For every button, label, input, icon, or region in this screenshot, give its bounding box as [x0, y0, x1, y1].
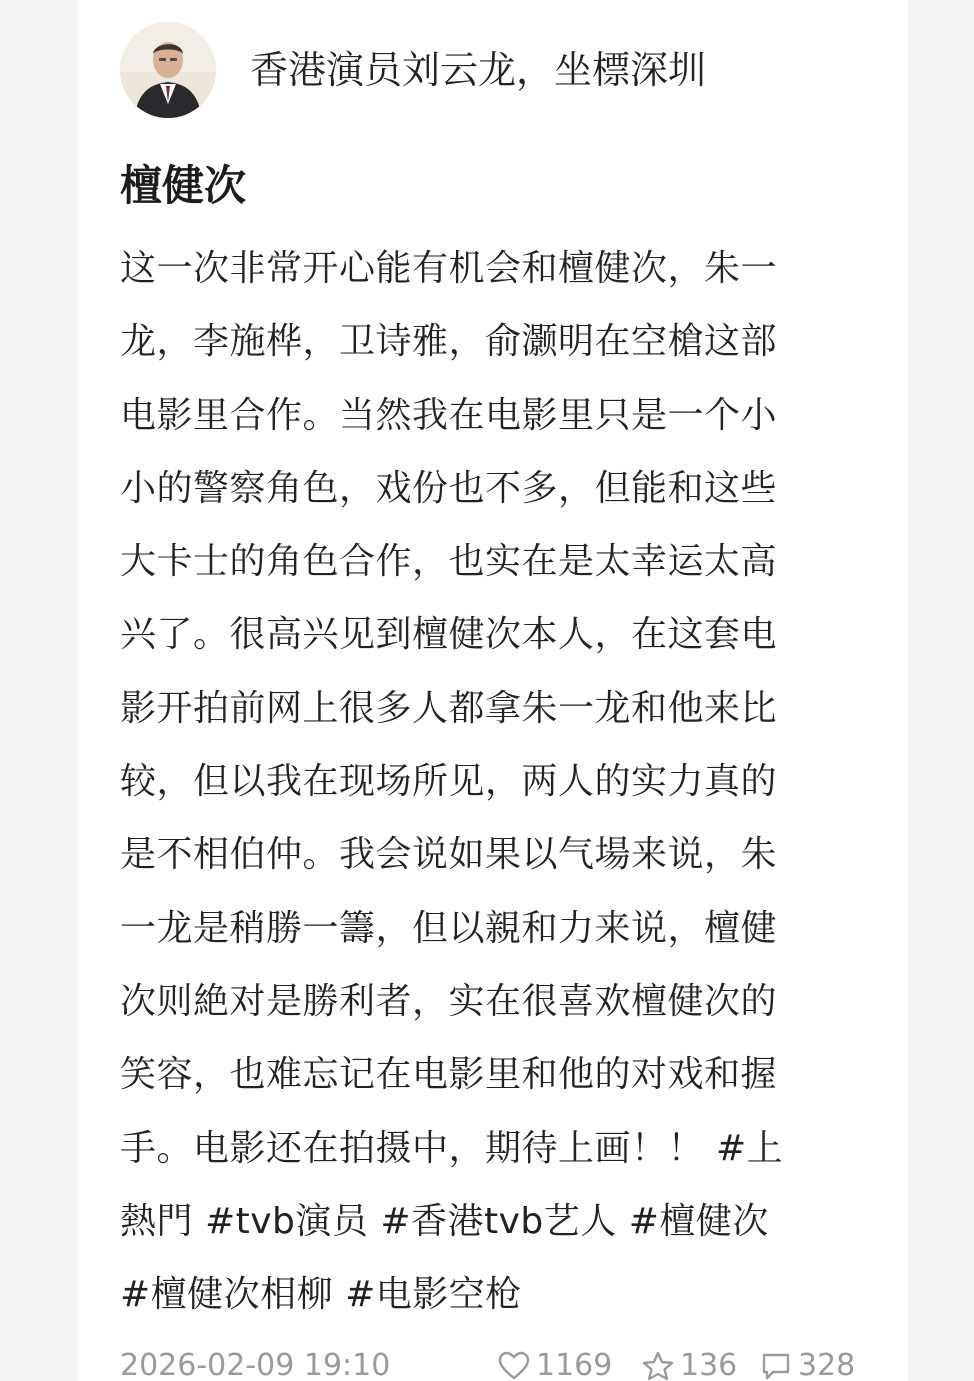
post-body-line: 兴了。很高兴见到檀健次本人，在这套电 — [120, 614, 778, 656]
post-body-line: 影开拍前网上很多人都拿朱一龙和他来比 — [120, 687, 778, 729]
post-timestamp: 2026-02-09 19:10 — [120, 1348, 391, 1381]
post-footer — [120, 1348, 880, 1381]
post-body-line: 这一次非常开心能有机会和檀健次，朱一 — [120, 248, 778, 289]
post-body-line: 大卡士的角色合作，也实在是太幸运太高 — [120, 541, 778, 583]
post-body-line[interactable]: 熱門 #tvb演员 #香港tvb艺人 #檀健次 — [120, 1200, 769, 1242]
post-body-line: 较，但以我在现场所见，两人的实力真的 — [120, 761, 778, 803]
post-body-line: 次则絶对是勝利者，实在很喜欢檀健次的 — [120, 980, 778, 1022]
comment-button[interactable] — [760, 1348, 855, 1381]
like-count: 1169 — [536, 1348, 613, 1381]
post-body-line: 龙，李施桦，卫诗雅，俞灏明在空槍这部 — [120, 321, 778, 363]
like-button[interactable] — [498, 1348, 612, 1381]
post-header — [118, 20, 858, 120]
comment-count: 328 — [798, 1348, 856, 1381]
user-avatar[interactable] — [120, 22, 216, 118]
favorite-count: 136 — [680, 1348, 738, 1381]
favorite-button[interactable] — [642, 1348, 737, 1381]
avatar-portrait-icon — [120, 22, 216, 118]
comment-icon — [760, 1351, 792, 1381]
post-body-line[interactable]: 手。电影还在拍摄中，期待上画！！ #上 — [120, 1127, 784, 1169]
heart-icon — [498, 1351, 530, 1381]
post-body-line[interactable]: #檀健次相柳 #电影空枪 — [120, 1274, 522, 1316]
post-body-line: 是不相伯仲。我会说如果以气場来说，朱 — [120, 834, 778, 876]
post-body-line: 小的警察角色，戏份也不多，但能和这些 — [120, 467, 778, 509]
post-body-line: 电影里合作。当然我在电影里只是一个小 — [120, 394, 778, 436]
post-body-line: 笑容，也难忘记在电影里和他的对戏和握 — [120, 1054, 778, 1096]
post-title: 檀健次 — [120, 161, 247, 210]
post-body — [120, 232, 840, 1331]
username[interactable]: 香港演员刘云龙，坐標深圳 — [250, 48, 707, 92]
star-icon — [642, 1351, 674, 1381]
post-body-line: 一龙是稍勝一籌，但以親和力来说，檀健 — [120, 907, 778, 949]
